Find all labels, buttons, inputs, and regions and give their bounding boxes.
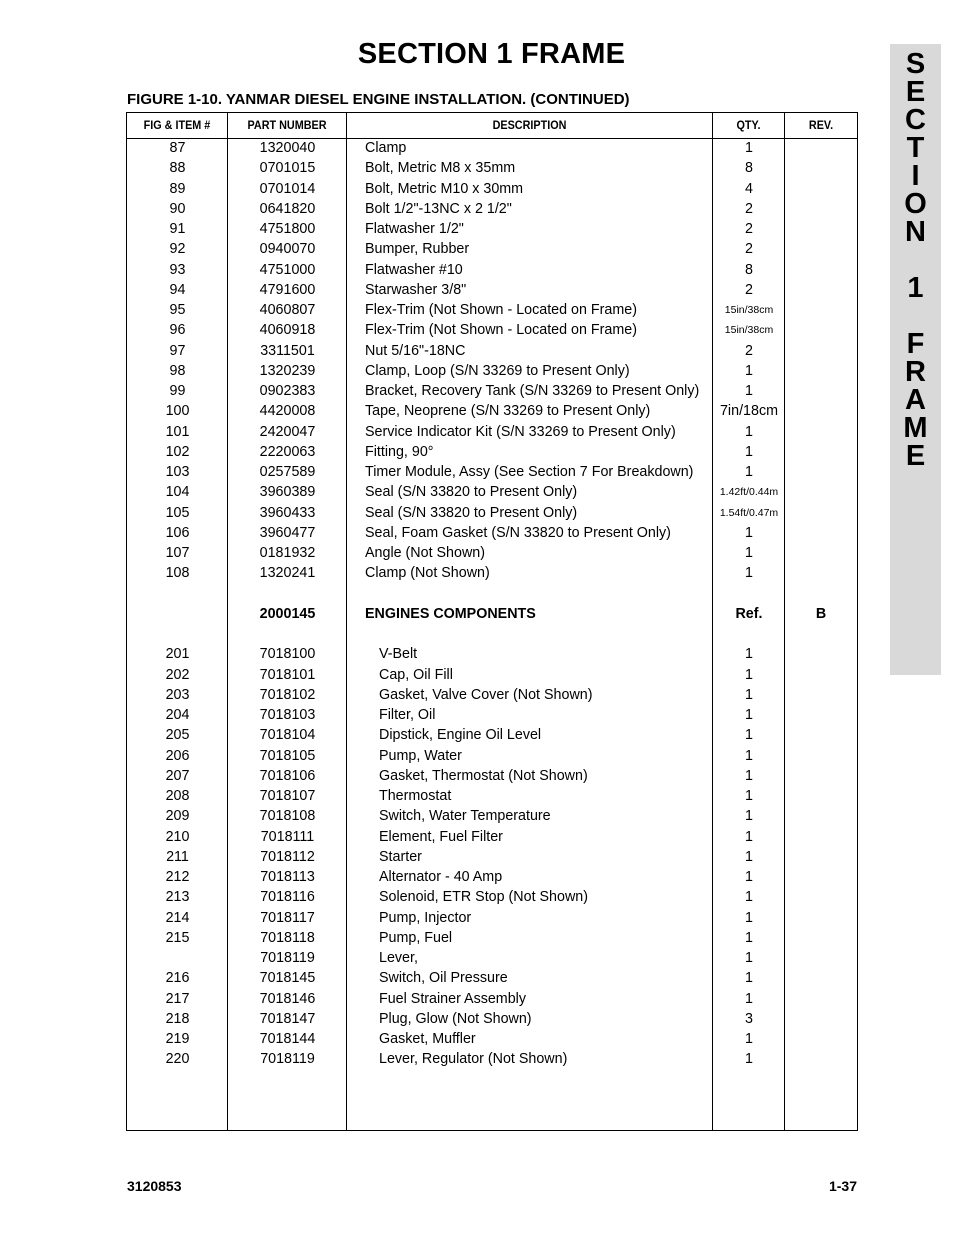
- part-number: 7018118: [260, 929, 315, 946]
- description: Seal (S/N 33820 to Present Only): [365, 504, 578, 521]
- description: Starter: [379, 848, 422, 865]
- part-number: 7018102: [259, 686, 316, 703]
- figure-title: FIGURE 1-10. YANMAR DIESEL ENGINE INSTALLATION. (CONTINUED): [127, 91, 630, 108]
- revision: [785, 543, 857, 563]
- description: Switch, Oil Pressure: [379, 970, 508, 987]
- part-number: 2220063: [259, 443, 316, 460]
- section-tab-letter: E: [905, 440, 926, 472]
- table-row: [127, 766, 857, 786]
- table-row: [127, 827, 857, 847]
- item-number: 101: [165, 423, 190, 440]
- revision: [785, 685, 857, 705]
- item-number: 209: [165, 808, 190, 825]
- page-number: 1-37: [828, 1178, 857, 1194]
- quantity: 8: [745, 261, 753, 278]
- description: Pump, Fuel: [379, 929, 453, 946]
- part-number: 2000145: [259, 605, 316, 622]
- part-number: 7018104: [259, 727, 316, 744]
- part-number: 3311501: [260, 342, 315, 359]
- quantity: 1: [745, 950, 753, 966]
- part-number: 0701015: [259, 160, 316, 177]
- revision: [785, 867, 857, 887]
- description: Element, Fuel Filter: [379, 828, 503, 845]
- item-number: 99: [169, 383, 186, 399]
- revision: [785, 401, 857, 421]
- section-tab-letter: T: [906, 132, 925, 164]
- part-number: 0701014: [259, 180, 316, 197]
- table-row: [127, 786, 857, 806]
- table-row: [127, 644, 857, 664]
- table-row: [127, 989, 857, 1009]
- quantity: 8: [745, 160, 753, 177]
- part-number: 7018119: [260, 1051, 315, 1068]
- quantity: 1: [745, 929, 753, 946]
- description: Alternator - 40 Amp: [379, 869, 503, 885]
- header-qty: QTY.: [736, 118, 761, 132]
- quantity: 2: [745, 241, 753, 258]
- quantity: 1: [745, 848, 753, 865]
- item-number: 204: [165, 707, 190, 723]
- item-number: 96: [169, 322, 186, 339]
- item-number: 95: [169, 302, 186, 318]
- blank-row: [127, 624, 857, 644]
- part-number: 7018144: [259, 1031, 316, 1047]
- description: V-Belt: [379, 646, 418, 663]
- description: Fitting, 90°: [365, 443, 434, 460]
- description: Tape, Neoprene (S/N 33269 to Present Only): [365, 403, 651, 420]
- revision: [785, 928, 857, 948]
- revision: [785, 462, 857, 482]
- item-number: 202: [165, 666, 190, 683]
- table-row: [127, 725, 857, 745]
- revision: [785, 320, 857, 340]
- description: Gasket, Muffler: [379, 1031, 476, 1047]
- revision: [785, 361, 857, 381]
- quantity: 1: [745, 545, 753, 561]
- item-number: 217: [165, 990, 190, 1007]
- quantity: 1: [745, 869, 753, 885]
- header-part-number: PART NUMBER: [247, 118, 327, 132]
- section-tab-letter: E: [905, 76, 926, 108]
- revision: [785, 786, 857, 806]
- quantity: 2: [745, 221, 753, 237]
- section-tab-letter: 1: [907, 272, 924, 304]
- quantity: 1: [745, 909, 753, 926]
- table-row: [127, 482, 857, 502]
- part-number: 7018145: [259, 970, 316, 987]
- item-number: 103: [165, 464, 190, 480]
- quantity: 1: [745, 990, 753, 1007]
- part-number: 0940070: [259, 241, 316, 258]
- revision: [785, 705, 857, 725]
- description: Gasket, Valve Cover (Not Shown): [379, 686, 593, 703]
- description: Clamp (Not Shown): [365, 565, 490, 582]
- item-number: [127, 604, 228, 624]
- description: Starwasher 3/8": [365, 281, 467, 298]
- table-row: [127, 746, 857, 766]
- part-number: 7018106: [259, 767, 316, 784]
- table-row: [127, 442, 857, 462]
- quantity: 1: [745, 666, 753, 683]
- section-tab-letter: I: [911, 160, 920, 192]
- table-row: [127, 401, 857, 421]
- description: Flatwasher 1/2": [365, 221, 464, 237]
- quantity: 15in/38cm: [724, 324, 774, 337]
- page-title: SECTION 1 FRAME: [357, 38, 626, 70]
- table-row: [127, 1049, 857, 1069]
- revision: [785, 239, 857, 259]
- description: Pump, Injector: [379, 909, 472, 926]
- quantity: 2: [745, 281, 753, 298]
- quantity: 7in/18cm: [719, 403, 778, 420]
- table-row: [127, 867, 857, 887]
- description: Cap, Oil Fill: [379, 666, 453, 683]
- quantity: 1: [745, 727, 753, 744]
- description: Flex-Trim (Not Shown - Located on Frame): [365, 302, 637, 318]
- description: Clamp: [365, 140, 407, 156]
- part-number: 4060918: [259, 322, 316, 339]
- item-number: 104: [165, 484, 190, 501]
- item-number: 106: [165, 524, 190, 541]
- table-row: [127, 300, 857, 320]
- table-row: [127, 158, 857, 178]
- table-row: [127, 361, 857, 381]
- revision: [785, 806, 857, 826]
- revision: [785, 725, 857, 745]
- item-number: 100: [165, 403, 190, 420]
- item-number: 216: [165, 970, 190, 987]
- header-description: DESCRIPTION: [492, 118, 567, 132]
- description: Timer Module, Assy (See Section 7 For Breakdown): [365, 464, 694, 480]
- part-number: 4060807: [259, 302, 316, 318]
- item-number: 89: [169, 180, 186, 197]
- part-number: 0257589: [259, 464, 316, 480]
- revision: [785, 503, 857, 523]
- description: Bolt, Metric M8 x 35mm: [365, 160, 516, 177]
- description: Clamp, Loop (S/N 33269 to Present Only): [365, 362, 630, 379]
- item-number: 218: [165, 1010, 190, 1027]
- part-number: 0181932: [259, 545, 316, 561]
- description: Service Indicator Kit (S/N 33269 to Present Only): [365, 423, 676, 440]
- quantity: 1: [745, 889, 753, 906]
- item-number: 97: [169, 342, 186, 359]
- description: Lever,: [379, 950, 418, 966]
- part-number: 7018108: [259, 808, 316, 825]
- table-row: [127, 665, 857, 685]
- revision: [785, 260, 857, 280]
- quantity: 1: [745, 362, 753, 379]
- revision: [785, 563, 857, 583]
- part-number: 3960389: [259, 484, 316, 501]
- revision: [785, 766, 857, 786]
- section-tab-letter: R: [905, 356, 926, 388]
- revision: [785, 665, 857, 685]
- quantity: 2: [745, 200, 753, 217]
- section-tab: [890, 44, 941, 675]
- table-row: [127, 1009, 857, 1029]
- description: Bumper, Rubber: [365, 241, 470, 258]
- table-row: [127, 260, 857, 280]
- item-number: 205: [165, 727, 190, 744]
- description: Nut 5/16"-18NC: [365, 342, 466, 359]
- part-number: 7018113: [260, 869, 315, 885]
- blank-row: [127, 584, 857, 604]
- description: Angle (Not Shown): [365, 545, 485, 561]
- part-number: 7018147: [259, 1010, 316, 1027]
- part-number: 7018146: [259, 990, 316, 1007]
- quantity: 1.42ft/0.44m: [719, 486, 779, 499]
- part-number: 4420008: [259, 403, 316, 420]
- table-row: [127, 219, 857, 239]
- revision: [785, 948, 857, 968]
- item-number: 102: [165, 443, 190, 460]
- part-number: 0641820: [259, 200, 316, 217]
- section-tab-letter: F: [906, 328, 925, 360]
- quantity: 3: [745, 1010, 753, 1027]
- table-row: [127, 280, 857, 300]
- quantity: 1: [745, 524, 753, 541]
- item-number: 210: [165, 828, 190, 845]
- quantity: 1: [745, 1031, 753, 1047]
- table-row: [127, 847, 857, 867]
- item-number: [127, 948, 228, 968]
- table-row: [127, 523, 857, 543]
- part-number: 1320241: [259, 565, 316, 582]
- revision: [785, 1029, 857, 1049]
- table-row: [127, 563, 857, 583]
- parts-table: [126, 112, 858, 1131]
- header-item: FIG & ITEM #: [143, 118, 211, 132]
- item-number: 203: [165, 686, 190, 703]
- quantity: 1: [745, 646, 753, 663]
- header-rev: REV.: [808, 118, 834, 132]
- item-number: 213: [165, 889, 190, 906]
- description: Solenoid, ETR Stop (Not Shown): [379, 889, 588, 906]
- description: Pump, Water: [379, 747, 462, 764]
- part-number: 7018116: [260, 889, 315, 906]
- table-row: [127, 908, 857, 928]
- part-number: 4791600: [259, 281, 316, 298]
- table-row: [127, 138, 857, 158]
- revision: [785, 381, 857, 401]
- revision: [785, 644, 857, 664]
- description: Bolt, Metric M10 x 30mm: [365, 180, 524, 197]
- section-tab-letter: N: [905, 216, 926, 248]
- item-number: 201: [165, 646, 190, 663]
- table-row: [127, 341, 857, 361]
- description: Switch, Water Temperature: [379, 808, 551, 825]
- table-row: [127, 705, 857, 725]
- item-number: 207: [165, 767, 190, 784]
- description: Fuel Strainer Assembly: [379, 990, 526, 1007]
- item-number: 211: [166, 848, 189, 865]
- part-number: 7018101: [259, 666, 316, 683]
- part-number: 7018119: [260, 950, 315, 966]
- quantity: 1: [745, 383, 753, 399]
- revision: [785, 827, 857, 847]
- part-number: 4751800: [259, 221, 316, 237]
- revision: [785, 179, 857, 199]
- table-row: [127, 179, 857, 199]
- section-tab-letter: M: [903, 412, 928, 444]
- quantity: 1: [745, 970, 753, 987]
- table-row: [127, 604, 857, 624]
- part-number: 7018105: [259, 747, 316, 764]
- part-number: 4751000: [259, 261, 316, 278]
- item-number: 108: [165, 565, 190, 582]
- quantity: 2: [745, 342, 753, 359]
- item-number: 93: [169, 261, 186, 278]
- revision: B: [815, 605, 827, 622]
- description: Filter, Oil: [379, 707, 436, 723]
- item-number: 91: [169, 221, 186, 237]
- description: Flatwasher #10: [365, 261, 463, 278]
- item-number: 90: [169, 200, 186, 217]
- item-number: 94: [169, 281, 186, 298]
- revision: [785, 422, 857, 442]
- revision: [785, 219, 857, 239]
- part-number: 7018103: [259, 707, 316, 723]
- quantity: 1: [745, 464, 753, 480]
- item-number: 87: [169, 140, 186, 156]
- item-number: 220: [165, 1051, 190, 1068]
- revision: [785, 847, 857, 867]
- revision: [785, 746, 857, 766]
- part-number: 7018111: [260, 828, 315, 845]
- revision: [785, 482, 857, 502]
- item-number: 206: [165, 747, 190, 764]
- description: Dipstick, Engine Oil Level: [379, 727, 542, 744]
- item-number: 105: [165, 504, 190, 521]
- part-number: 7018100: [259, 646, 316, 663]
- part-number: 1320040: [259, 140, 316, 156]
- item-number: 88: [169, 160, 186, 177]
- table-row: [127, 422, 857, 442]
- revision: [785, 989, 857, 1009]
- part-number: 3960433: [259, 504, 316, 521]
- item-number: 212: [165, 869, 190, 885]
- quantity: 1: [745, 1051, 753, 1068]
- quantity: 1: [745, 423, 753, 440]
- quantity: 1: [745, 828, 753, 845]
- quantity: 1: [745, 443, 753, 460]
- revision: [785, 341, 857, 361]
- table-row: [127, 462, 857, 482]
- revision: [785, 280, 857, 300]
- section-tab-letter: A: [905, 384, 926, 416]
- item-number: 92: [169, 241, 186, 258]
- quantity: 1: [745, 140, 753, 156]
- quantity: 4: [745, 180, 753, 197]
- revision: [785, 968, 857, 988]
- table-row: [127, 685, 857, 705]
- quantity: 1: [745, 565, 753, 582]
- table-row: [127, 887, 857, 907]
- quantity: 1: [745, 788, 753, 804]
- revision: [785, 158, 857, 178]
- table-row: [127, 381, 857, 401]
- item-number: 98: [169, 362, 186, 379]
- description: Thermostat: [379, 788, 452, 804]
- description: Gasket, Thermostat (Not Shown): [379, 767, 588, 784]
- quantity: 15in/38cm: [724, 304, 774, 316]
- revision: [785, 442, 857, 462]
- table-row: [127, 1029, 857, 1049]
- item-number: 219: [165, 1031, 190, 1047]
- quantity: 1: [745, 747, 753, 764]
- item-number: 214: [165, 909, 190, 926]
- revision: [785, 1009, 857, 1029]
- quantity: 1: [745, 707, 753, 723]
- section-tab-letter: O: [904, 188, 927, 220]
- description: Bracket, Recovery Tank (S/N 33269 to Present Only): [365, 383, 700, 399]
- section-tab-letter: C: [905, 104, 926, 136]
- part-number: 1320239: [259, 362, 316, 379]
- section-tab-letter: S: [905, 48, 926, 80]
- table-row: [127, 543, 857, 563]
- description: Plug, Glow (Not Shown): [379, 1010, 532, 1027]
- table-row: [127, 928, 857, 948]
- description: Flex-Trim (Not Shown - Located on Frame): [365, 322, 637, 339]
- part-number: 7018112: [260, 848, 315, 865]
- description: Seal, Foam Gasket (S/N 33820 to Present Only): [365, 524, 671, 541]
- item-number: 208: [165, 788, 190, 804]
- part-number: 7018107: [259, 788, 316, 804]
- description: ENGINES COMPONENTS: [365, 605, 536, 622]
- table-row: [127, 968, 857, 988]
- description: Bolt 1/2"-13NC x 2 1/2": [365, 200, 512, 217]
- table-row: [127, 806, 857, 826]
- quantity: 1: [745, 686, 753, 703]
- quantity: 1.54ft/0.47m: [719, 506, 779, 519]
- item-number: 215: [165, 929, 190, 946]
- item-number: 107: [165, 545, 190, 561]
- table-row: [127, 239, 857, 259]
- description: Lever, Regulator (Not Shown): [379, 1051, 568, 1068]
- description: Seal (S/N 33820 to Present Only): [365, 484, 578, 501]
- revision: [785, 523, 857, 543]
- quantity: Ref.: [735, 605, 763, 622]
- revision: [785, 1049, 857, 1069]
- table-row: [127, 199, 857, 219]
- table-row: [127, 320, 857, 340]
- table-row: [127, 948, 857, 968]
- table-row: [127, 503, 857, 523]
- document-number: 3120853: [127, 1178, 182, 1194]
- quantity: 1: [745, 808, 753, 825]
- part-number: 0902383: [259, 383, 316, 399]
- revision: [785, 138, 857, 158]
- revision: [785, 300, 857, 320]
- revision: [785, 199, 857, 219]
- part-number: 7018117: [260, 909, 315, 926]
- revision: [785, 908, 857, 928]
- part-number: 3960477: [259, 524, 316, 541]
- part-number: 2420047: [259, 423, 316, 440]
- quantity: 1: [745, 767, 753, 784]
- revision: [785, 887, 857, 907]
